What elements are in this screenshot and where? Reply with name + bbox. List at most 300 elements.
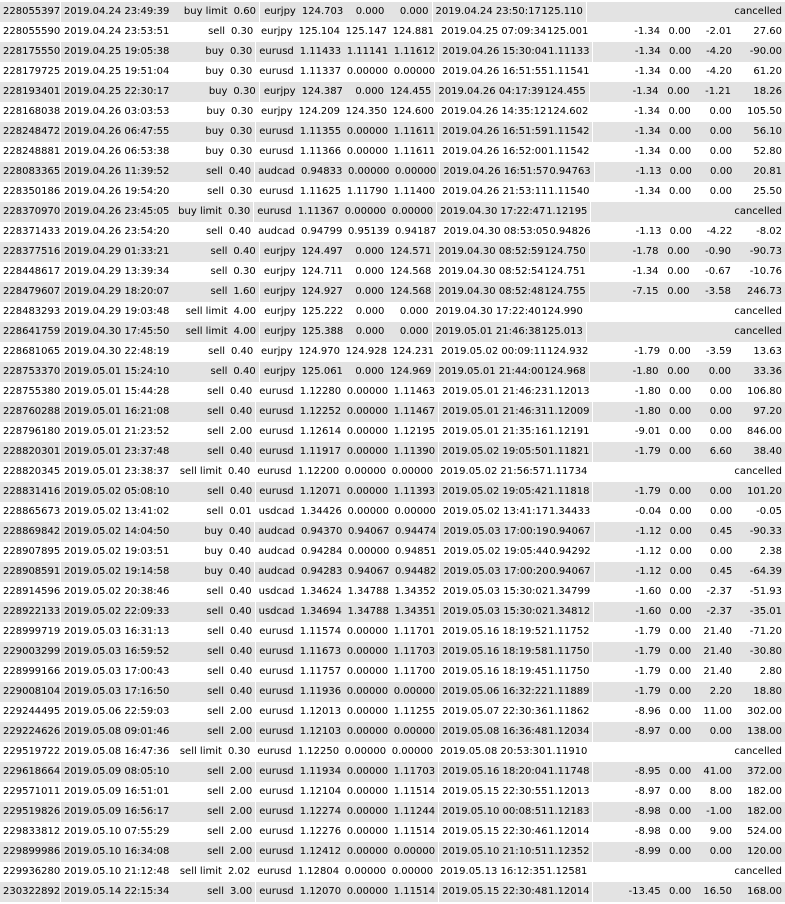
table-row (0, 122, 785, 142)
open-time-cell: 2019.05.02 20:38:46 (60, 582, 175, 602)
sl-cell: 0.00000 (347, 546, 390, 557)
item-cell: eurusd (255, 762, 297, 782)
size-cell: 0.40 (228, 566, 252, 577)
commission-cell: -1.79 (591, 342, 663, 362)
price-cell: 0.94370 (300, 526, 343, 537)
table-row (0, 502, 785, 522)
size-cell: 2.00 (229, 726, 253, 737)
swap-cell: -1.00 (706, 806, 732, 817)
price-cell: 1.12013 (299, 706, 342, 717)
size-cell: 0.40 (229, 446, 253, 457)
commission-cell: -1.34 (592, 42, 663, 62)
swap-cell: 0.00 (708, 366, 732, 377)
tp-cell: 0.00000 (391, 866, 434, 877)
taxes-cell: 0.00 (669, 506, 692, 517)
open-time-cell: 2019.04.29 18:20:07 (60, 282, 178, 302)
close-time-cell: 2019.05.07 22:30:36 (438, 702, 545, 722)
close-price-cell: 1.11542 (548, 126, 590, 137)
tp-cell: 124.571 (390, 246, 432, 257)
close-price-cell: 124.755 (544, 286, 586, 297)
size-cell: 2.00 (229, 786, 253, 797)
ticket-cell: 229571011 (3, 786, 61, 797)
swap-cell: 21.40 (703, 646, 732, 657)
item-cell: audcad (254, 562, 298, 582)
table-row (0, 802, 785, 822)
close-price-cell: 1.34799 (548, 586, 591, 597)
ticket-cell: 229519722 (3, 746, 61, 757)
swap-cell: -3.58 (705, 286, 732, 297)
price-cell: 1.11367 (297, 206, 340, 217)
commission-cell: -8.99 (592, 842, 663, 862)
item-cell: usdcad (255, 602, 298, 622)
price-cell: 124.703 (301, 6, 344, 17)
close-time-cell: 2019.05.02 19:05:42 (438, 482, 545, 502)
type-cell: buy limit (183, 6, 228, 17)
taxes-cell: 0.00 (668, 26, 691, 37)
item-cell: eurusd (255, 382, 297, 402)
close-price-cell: 1.11542 (548, 146, 590, 157)
size-cell: 2.00 (229, 806, 253, 817)
ticket-cell: 228796180 (3, 426, 61, 437)
price-cell: 1.12104 (299, 786, 342, 797)
profit-cell: 182.00 (746, 786, 782, 797)
open-time-cell: 2019.04.29 13:39:34 (60, 262, 178, 282)
close-time-cell: 2019.04.30 08:52:59 (434, 242, 541, 262)
taxes-cell (661, 202, 691, 222)
ticket-cell: 228055590 (3, 26, 61, 37)
table-row (0, 262, 785, 282)
commission-cell (590, 202, 660, 222)
sl-cell: 0.000 (355, 286, 385, 297)
open-time-cell: 2019.05.01 23:38:37 (60, 462, 174, 482)
swap-cell: 0.00 (709, 386, 732, 397)
size-cell: 0.30 (229, 186, 253, 197)
size-cell: 0.30 (229, 66, 253, 77)
item-cell: eurusd (255, 682, 297, 702)
close-time-cell: 2019.04.30 08:52:48 (434, 282, 541, 302)
taxes-cell: 0.00 (669, 126, 692, 137)
ticket-cell: 228914596 (3, 586, 61, 597)
close-time-cell: 2019.05.08 16:36:48 (438, 722, 545, 742)
close-time-cell: 2019.05.03 15:30:02 (439, 602, 546, 622)
close-price-cell: 1.11910 (546, 746, 588, 757)
open-time-cell: 2019.05.01 16:21:08 (60, 402, 175, 422)
commission-cell: -1.79 (592, 622, 663, 642)
close-time-cell: 2019.05.01 21:46:23 (438, 382, 545, 402)
swap-cell: 0.00 (709, 146, 732, 157)
profit-cell: 38.40 (753, 446, 782, 457)
item-cell: eurusd (255, 402, 297, 422)
swap-cell: -0.90 (705, 246, 732, 257)
close-price-cell: 124.602 (547, 106, 589, 117)
ticket-cell: 228865673 (3, 506, 61, 517)
tp-cell: 0.00000 (393, 66, 436, 77)
ticket-cell: 228479607 (3, 286, 61, 297)
ticket-cell: 228641759 (3, 326, 61, 337)
commission-cell: -1.34 (592, 62, 663, 82)
open-time-cell: 2019.04.30 17:45:50 (60, 322, 178, 342)
close-time-cell: 2019.05.01 21:46:38 (432, 322, 539, 342)
taxes-cell (659, 2, 690, 22)
commission-cell: -8.98 (592, 822, 663, 842)
close-time-cell: 2019.04.26 14:35:12 (437, 102, 544, 122)
profit-cell: 2.80 (759, 666, 782, 677)
open-time-cell: 2019.04.25 19:51:04 (60, 62, 175, 82)
profit-cell: cancelled (734, 306, 783, 317)
commission-cell: -1.34 (592, 142, 663, 162)
open-time-cell: 2019.05.01 21:23:52 (60, 422, 175, 442)
type-cell: sell (207, 426, 224, 437)
close-time-cell: 2019.04.26 15:30:04 (438, 42, 545, 62)
profit-cell: 20.81 (753, 166, 782, 177)
close-time-cell: 2019.05.15 22:30:48 (438, 882, 545, 902)
sl-cell: 0.000 (355, 306, 385, 317)
sl-cell: 0.000 (355, 366, 385, 377)
table-row (0, 602, 785, 622)
swap-cell: -2.37 (706, 606, 733, 617)
item-cell: eurusd (255, 482, 297, 502)
taxes-cell: 0.00 (667, 366, 690, 377)
sl-cell: 0.00000 (346, 726, 389, 737)
open-time-cell: 2019.04.26 06:53:38 (60, 142, 175, 162)
type-cell: sell limit (185, 306, 228, 317)
price-cell: 1.11757 (299, 666, 342, 677)
close-price-cell: 125.001 (547, 26, 589, 37)
taxes-cell: 0.00 (669, 186, 692, 197)
type-cell: sell (210, 286, 228, 297)
swap-cell: -0.67 (705, 266, 732, 277)
size-cell: 0.30 (233, 86, 256, 97)
ticket-cell: 229899986 (3, 846, 61, 857)
tp-cell: 0.00000 (393, 726, 436, 737)
profit-cell: -64.39 (749, 566, 782, 577)
taxes-cell (659, 302, 690, 322)
size-cell: 0.30 (231, 106, 254, 117)
tp-cell: 0.000 (399, 306, 429, 317)
ticket-cell: 228755380 (3, 386, 61, 397)
item-cell: eurjpy (259, 82, 299, 102)
type-cell: sell (207, 886, 224, 897)
type-cell: buy (208, 86, 228, 97)
profit-cell: 97.20 (753, 406, 782, 417)
price-cell: 0.94283 (300, 566, 343, 577)
close-price-cell: 1.12034 (548, 726, 590, 737)
sl-cell: 124.350 (345, 106, 387, 117)
sl-cell: 0.00000 (346, 146, 389, 157)
size-cell: 2.00 (229, 426, 253, 437)
swap-cell (690, 322, 732, 342)
close-price-cell: 124.990 (541, 306, 583, 317)
type-cell: buy limit (178, 206, 222, 217)
close-price-cell: 1.11541 (548, 66, 590, 77)
item-cell: eurusd (255, 882, 297, 902)
commission-cell (590, 462, 660, 482)
commission-cell: -1.34 (592, 122, 663, 142)
swap-cell: -1.21 (705, 86, 732, 97)
size-cell: 0.40 (229, 486, 253, 497)
item-cell: eurusd (253, 202, 295, 222)
ticket-cell: 228483293 (3, 306, 61, 317)
close-time-cell: 2019.04.25 07:09:34 (437, 22, 544, 42)
sl-cell: 0.000 (355, 6, 385, 17)
tp-cell: 124.568 (390, 286, 432, 297)
close-price-cell: 1.11752 (548, 626, 590, 637)
sl-cell: 0.00000 (346, 886, 389, 897)
tp-cell: 1.11393 (393, 486, 436, 497)
close-price-cell: 124.750 (544, 246, 586, 257)
close-price-cell: 125.013 (541, 326, 583, 337)
taxes-cell: 0.00 (669, 586, 692, 597)
swap-cell: 0.45 (710, 566, 733, 577)
profit-cell: -90.73 (749, 246, 783, 257)
close-price-cell: 1.12183 (548, 806, 590, 817)
table-row (0, 22, 785, 42)
tp-cell: 1.34351 (394, 606, 436, 617)
open-time-cell: 2019.04.26 03:03:53 (60, 102, 176, 122)
tp-cell: 0.00000 (393, 686, 436, 697)
ticket-cell: 228248881 (3, 146, 61, 157)
profit-cell: -71.20 (749, 626, 782, 637)
tp-cell: 0.94187 (394, 226, 437, 237)
sl-cell: 0.00000 (346, 806, 389, 817)
swap-cell: 9.00 (709, 826, 732, 837)
open-time-cell: 2019.05.03 17:00:43 (60, 662, 175, 682)
close-price-cell: 124.932 (547, 346, 589, 357)
taxes-cell: 0.00 (669, 626, 692, 637)
type-cell: sell (207, 706, 224, 717)
price-cell: 1.11673 (299, 646, 342, 657)
swap-cell: 0.00 (709, 406, 732, 417)
type-cell: sell (207, 786, 224, 797)
price-cell: 0.94833 (300, 166, 343, 177)
item-cell: eurusd (255, 822, 297, 842)
type-cell: buy (204, 566, 223, 577)
item-cell: eurjpy (259, 362, 299, 382)
type-cell: sell (207, 766, 224, 777)
type-cell: sell (210, 366, 228, 377)
item-cell: audcad (254, 542, 298, 562)
open-time-cell: 2019.05.03 16:59:52 (60, 642, 175, 662)
tp-cell: 124.568 (390, 266, 432, 277)
tp-cell: 0.00000 (394, 166, 437, 177)
tp-cell: 0.00000 (391, 206, 434, 217)
price-cell: 125.388 (301, 326, 344, 337)
close-price-cell: 1.11133 (548, 46, 590, 57)
profit-cell: -51.93 (749, 586, 783, 597)
tp-cell: 0.000 (399, 6, 429, 17)
ticket-cell: 228681065 (3, 346, 61, 357)
profit-cell: 120.00 (746, 846, 782, 857)
taxes-cell: 0.00 (667, 246, 690, 257)
table-row (0, 762, 785, 782)
profit-cell: 61.20 (753, 66, 782, 77)
table-row (0, 522, 785, 542)
type-cell: sell (206, 586, 224, 597)
tp-cell: 1.11467 (393, 406, 436, 417)
price-cell: 1.34694 (300, 606, 342, 617)
commission-cell: -1.79 (592, 642, 663, 662)
open-time-cell: 2019.05.10 07:55:29 (60, 822, 175, 842)
size-cell: 0.40 (231, 346, 254, 357)
size-cell: 0.30 (227, 206, 251, 217)
sl-cell: 0.00000 (346, 386, 389, 397)
swap-cell: 0.00 (710, 166, 733, 177)
item-cell: eurusd (255, 142, 297, 162)
open-time-cell: 2019.04.25 22:30:17 (60, 82, 178, 102)
table-row (0, 782, 785, 802)
swap-cell: 0.00 (709, 186, 732, 197)
ticket-cell: 228371433 (3, 226, 61, 237)
profit-cell: cancelled (734, 746, 782, 757)
swap-cell: 16.50 (703, 886, 732, 897)
ticket-cell: 228820345 (3, 466, 61, 477)
close-time-cell: 2019.05.16 18:19:45 (438, 662, 545, 682)
sl-cell: 0.00000 (346, 446, 389, 457)
open-time-cell: 2019.05.10 16:34:08 (60, 842, 175, 862)
size-cell: 2.00 (229, 846, 253, 857)
taxes-cell: 0.00 (669, 706, 692, 717)
close-time-cell: 2019.05.03 17:00:20 (439, 562, 546, 582)
close-time-cell: 2019.04.26 16:51:59 (438, 122, 545, 142)
swap-cell: 6.60 (709, 446, 732, 457)
size-cell: 4.00 (233, 306, 256, 317)
item-cell: eurusd (255, 42, 297, 62)
commission-cell: -1.79 (592, 662, 663, 682)
close-time-cell: 2019.05.02 21:56:57 (436, 462, 543, 482)
taxes-cell (661, 742, 691, 762)
taxes-cell: 0.00 (669, 446, 692, 457)
taxes-cell: 0.00 (669, 526, 692, 537)
taxes-cell: 0.00 (669, 406, 692, 417)
table-row (0, 482, 785, 502)
price-cell: 0.94799 (300, 226, 343, 237)
commission-cell (590, 862, 660, 882)
close-price-cell: 1.12014 (548, 886, 590, 897)
price-cell: 125.222 (301, 306, 344, 317)
table-row (0, 242, 785, 262)
profit-cell: cancelled (734, 866, 782, 877)
commission-cell: -9.01 (592, 422, 663, 442)
ticket-cell: 228193401 (3, 86, 61, 97)
size-cell: 1.60 (233, 286, 256, 297)
table-row (0, 542, 785, 562)
type-cell: sell (206, 606, 224, 617)
table-row (0, 342, 785, 362)
taxes-cell: 0.00 (669, 546, 692, 557)
type-cell: buy (204, 526, 223, 537)
size-cell: 0.40 (229, 686, 253, 697)
close-price-cell: 1.11821 (548, 446, 590, 457)
ticket-cell: 229224626 (3, 726, 61, 737)
ticket-cell: 228370970 (3, 206, 61, 217)
size-cell: 0.40 (228, 546, 252, 557)
price-cell: 1.12280 (299, 386, 342, 397)
tp-cell: 0.00000 (394, 506, 436, 517)
tp-cell: 1.11703 (393, 766, 436, 777)
taxes-cell: 0.00 (669, 786, 692, 797)
type-cell: sell (206, 506, 224, 517)
ticket-cell: 228377516 (3, 246, 61, 257)
open-time-cell: 2019.05.06 22:59:03 (60, 702, 175, 722)
close-price-cell: 124.968 (544, 366, 586, 377)
open-time-cell: 2019.04.24 23:49:39 (60, 2, 178, 22)
close-time-cell: 2019.04.30 08:53:05 (439, 222, 546, 242)
open-time-cell: 2019.05.01 15:44:28 (60, 382, 175, 402)
table-row (0, 742, 785, 762)
price-cell: 1.11433 (299, 46, 342, 57)
swap-cell: -2.37 (706, 586, 733, 597)
taxes-cell: 0.00 (669, 386, 692, 397)
sl-cell: 1.11141 (346, 46, 389, 57)
swap-cell: 0.00 (709, 486, 732, 497)
tp-cell: 124.231 (392, 346, 434, 357)
item-cell: eurusd (255, 722, 297, 742)
tp-cell: 1.11701 (393, 626, 436, 637)
close-price-cell: 1.11889 (548, 686, 590, 697)
close-price-cell: 0.94763 (549, 166, 591, 177)
price-cell: 1.12200 (297, 466, 340, 477)
type-cell: sell (207, 826, 224, 837)
table-row (0, 682, 785, 702)
close-price-cell: 1.11818 (548, 486, 590, 497)
price-cell: 1.11936 (299, 686, 342, 697)
table-row (0, 582, 785, 602)
profit-cell: 168.00 (746, 886, 782, 897)
profit-cell: 25.50 (753, 186, 782, 197)
item-cell: eurjpy (259, 2, 299, 22)
tp-cell: 1.11463 (393, 386, 436, 397)
commission-cell: -1.34 (591, 22, 663, 42)
commission-cell (586, 302, 659, 322)
item-cell: eurusd (255, 642, 297, 662)
open-time-cell: 2019.05.09 16:51:01 (60, 782, 175, 802)
item-cell: eurusd (255, 702, 297, 722)
ticket-cell: 228760288 (3, 406, 61, 417)
close-time-cell: 2019.05.16 18:20:04 (438, 762, 545, 782)
swap-cell: 0.00 (709, 126, 732, 137)
open-time-cell: 2019.04.24 23:53:51 (60, 22, 176, 42)
type-cell: sell (210, 246, 228, 257)
tp-cell: 0.00000 (391, 746, 434, 757)
item-cell: eurusd (255, 802, 297, 822)
close-time-cell: 2019.05.03 17:00:19 (439, 522, 546, 542)
table-row (0, 662, 785, 682)
tp-cell: 1.11703 (393, 646, 436, 657)
price-cell: 1.11934 (299, 766, 342, 777)
swap-cell: -4.22 (706, 226, 733, 237)
open-time-cell: 2019.05.02 22:09:33 (60, 602, 175, 622)
taxes-cell: 0.00 (669, 426, 692, 437)
type-cell: sell (207, 626, 224, 637)
size-cell: 0.30 (229, 126, 253, 137)
ticket-cell: 228922133 (3, 606, 61, 617)
price-cell: 1.12412 (299, 846, 342, 857)
close-time-cell: 2019.04.26 21:53:11 (438, 182, 545, 202)
ticket-cell: 229519826 (3, 806, 61, 817)
taxes-cell: 0.00 (669, 766, 692, 777)
item-cell: eurusd (255, 62, 297, 82)
table-row (0, 402, 785, 422)
size-cell: 2.02 (227, 866, 251, 877)
price-cell: 124.387 (301, 86, 343, 97)
profit-cell: cancelled (734, 326, 783, 337)
profit-cell: 52.80 (753, 146, 782, 157)
table-row (0, 562, 785, 582)
type-cell: sell (207, 846, 224, 857)
swap-cell: -2.01 (705, 26, 732, 37)
commission-cell: -7.15 (589, 282, 662, 302)
size-cell: 0.40 (229, 386, 253, 397)
